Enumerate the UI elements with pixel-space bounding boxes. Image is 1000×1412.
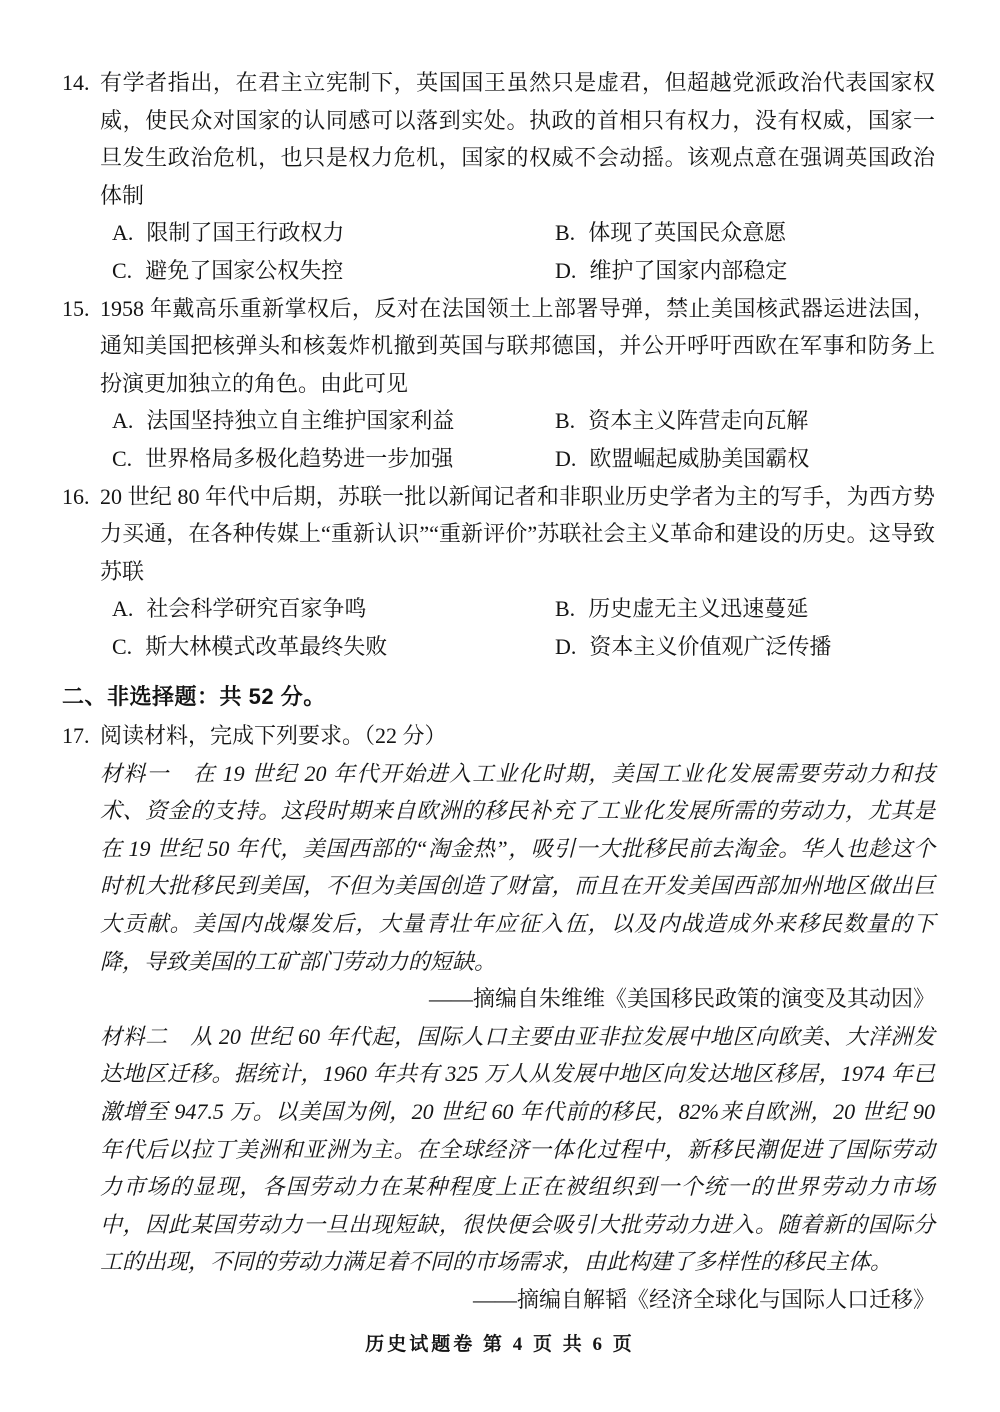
option-label: B.	[555, 220, 576, 246]
option-text: 资本主义价值观广泛传播	[589, 633, 832, 659]
option-label: D.	[555, 445, 577, 471]
question-15-number: 15.	[62, 295, 90, 321]
question-15-option-c	[112, 440, 555, 478]
section-2-heading: 二、非选择题：共 52 分。	[62, 683, 326, 709]
option-label: C.	[112, 445, 133, 471]
question-15-stem	[62, 290, 935, 403]
material-1-citation: ——摘编自朱维维《美国移民政策的演变及其动因》	[428, 986, 935, 1012]
option-text: 欧盟崛起威胁美国霸权	[589, 445, 810, 471]
question-14-option-c	[112, 252, 555, 290]
question-14-option-b	[555, 214, 935, 252]
option-label: D.	[555, 257, 577, 283]
question-16-number: 16.	[62, 483, 90, 509]
option-label: A.	[112, 596, 134, 622]
question-15-option-a	[112, 402, 555, 440]
question-16	[62, 478, 935, 666]
question-16-stem	[62, 478, 935, 591]
option-label: A.	[112, 220, 134, 246]
question-15-option-d	[555, 440, 935, 478]
question-16-options	[112, 590, 935, 665]
option-text: 斯大林模式改革最终失败	[145, 633, 388, 659]
question-15-option-b	[555, 402, 935, 440]
option-text: 法国坚持独立自主维护国家利益	[146, 408, 455, 434]
question-14-option-d	[555, 252, 935, 290]
question-17	[62, 717, 935, 1319]
material-2-citation: ——摘编自解韬《经济全球化与国际人口迁移》	[472, 1287, 935, 1312]
question-14-option-a	[112, 214, 555, 252]
question-14-text: 有学者指出，在君主立宪制下，英国国王虽然只是虚君，但超越党派政治代表国家权威，使民众对国家的认同感可以落到实处。执政的首相只有权力，没有权威，国家一旦发生政治危机，也只是权力危机，国家的权威不会动摇。该观点意在强调英国政治体制	[100, 70, 935, 208]
option-text: 历史虚无主义迅速蔓延	[588, 596, 809, 622]
option-text: 维护了国家内部稳定	[589, 257, 788, 283]
question-14-number: 14.	[62, 70, 90, 95]
option-label: D.	[555, 633, 577, 659]
question-16-option-c	[112, 628, 555, 666]
question-14-stem	[62, 64, 935, 214]
question-17-intro: 阅读材料，完成下列要求。（22 分）	[100, 723, 447, 749]
question-16-option-a	[112, 590, 555, 628]
question-17-stem	[62, 717, 935, 755]
material-1-text: 材料一 在 19 世纪 20 年代开始进入工业化时期，美国工业化发展需要劳动力和技术、资金的支持。这段时期来自欧洲的移民补充了工业化发展所需的劳动力，尤其是在 19 世纪 50 年代，美国西部的“淘金热”，吸引一大批移民前去淘金。华人也趁这个时机大批移民到美国，不但为美国创造了财富，而且在开发美国西部加州地区做出巨大贡献。美国内战爆发后，大量青壮年应征入伍，以及内战造成外来移民数量的下降，导致美国的工矿部门劳动力的短缺。	[100, 760, 935, 974]
question-14	[62, 64, 935, 290]
question-15-text: 1958 年戴高乐重新掌权后，反对在法国领土上部署导弹，禁止美国核武器运进法国，通知美国把核弹头和核轰炸机撤到英国与联邦德国，并公开呼吁西欧在军事和防务上扮演更加独立的角色。由此可见	[100, 295, 935, 396]
option-text: 世界格局多极化趋势进一步加强	[145, 445, 454, 471]
page-footer: 历史试题卷 第 4 页 共 6 页	[365, 1334, 635, 1356]
question-16-option-d	[555, 628, 935, 666]
option-text: 避免了国家公权失控	[145, 257, 344, 283]
option-text: 体现了英国民众意愿	[588, 220, 787, 246]
question-16-text: 20 世纪 80 年代中后期，苏联一批以新闻记者和非职业历史学者为主的写手，为西方势力买通，在各种传媒上“重新认识”“重新评价”苏联社会主义革命和建设的历史。这导致苏联	[100, 483, 935, 584]
material-2-text: 材料二 从 20 世纪 60 年代起，国际人口主要由亚非拉发展中地区向欧美、大洋洲发达地区迁移。据统计，1960 年共有 325 万人从发展中地区向发达地区移居，1974 年已激增至 947.5 万。以美国为例，20 世纪 60 年代前的移民，82%来自欧洲，20 世纪 90 年代后以拉丁美洲和亚洲为主。在全球经济一体化过程中，新移民潮促进了国际劳动力市场的显现，各国劳动力在某种程度上正在被组织到一个统一的世界劳动力市场中，因此某国劳动力一旦出现短缺，很快便会吸引大批劳动力进入。随着新的国际分工的出现，不同的劳动力满足着不同的市场需求，由此构建了多样性的移民主体。	[100, 1023, 935, 1275]
option-label: C.	[112, 633, 133, 659]
option-text: 社会科学研究百家争鸣	[146, 596, 367, 622]
question-15	[62, 290, 935, 478]
question-14-options	[112, 214, 935, 289]
question-16-option-b	[555, 590, 935, 628]
option-text: 限制了国王行政权力	[146, 220, 345, 246]
question-17-number: 17.	[62, 723, 90, 749]
option-label: A.	[112, 408, 134, 434]
option-text: 资本主义阵营走向瓦解	[588, 408, 809, 434]
option-label: B.	[555, 408, 576, 434]
option-label: B.	[555, 596, 576, 622]
question-15-options	[112, 402, 935, 477]
option-label: C.	[112, 257, 133, 283]
